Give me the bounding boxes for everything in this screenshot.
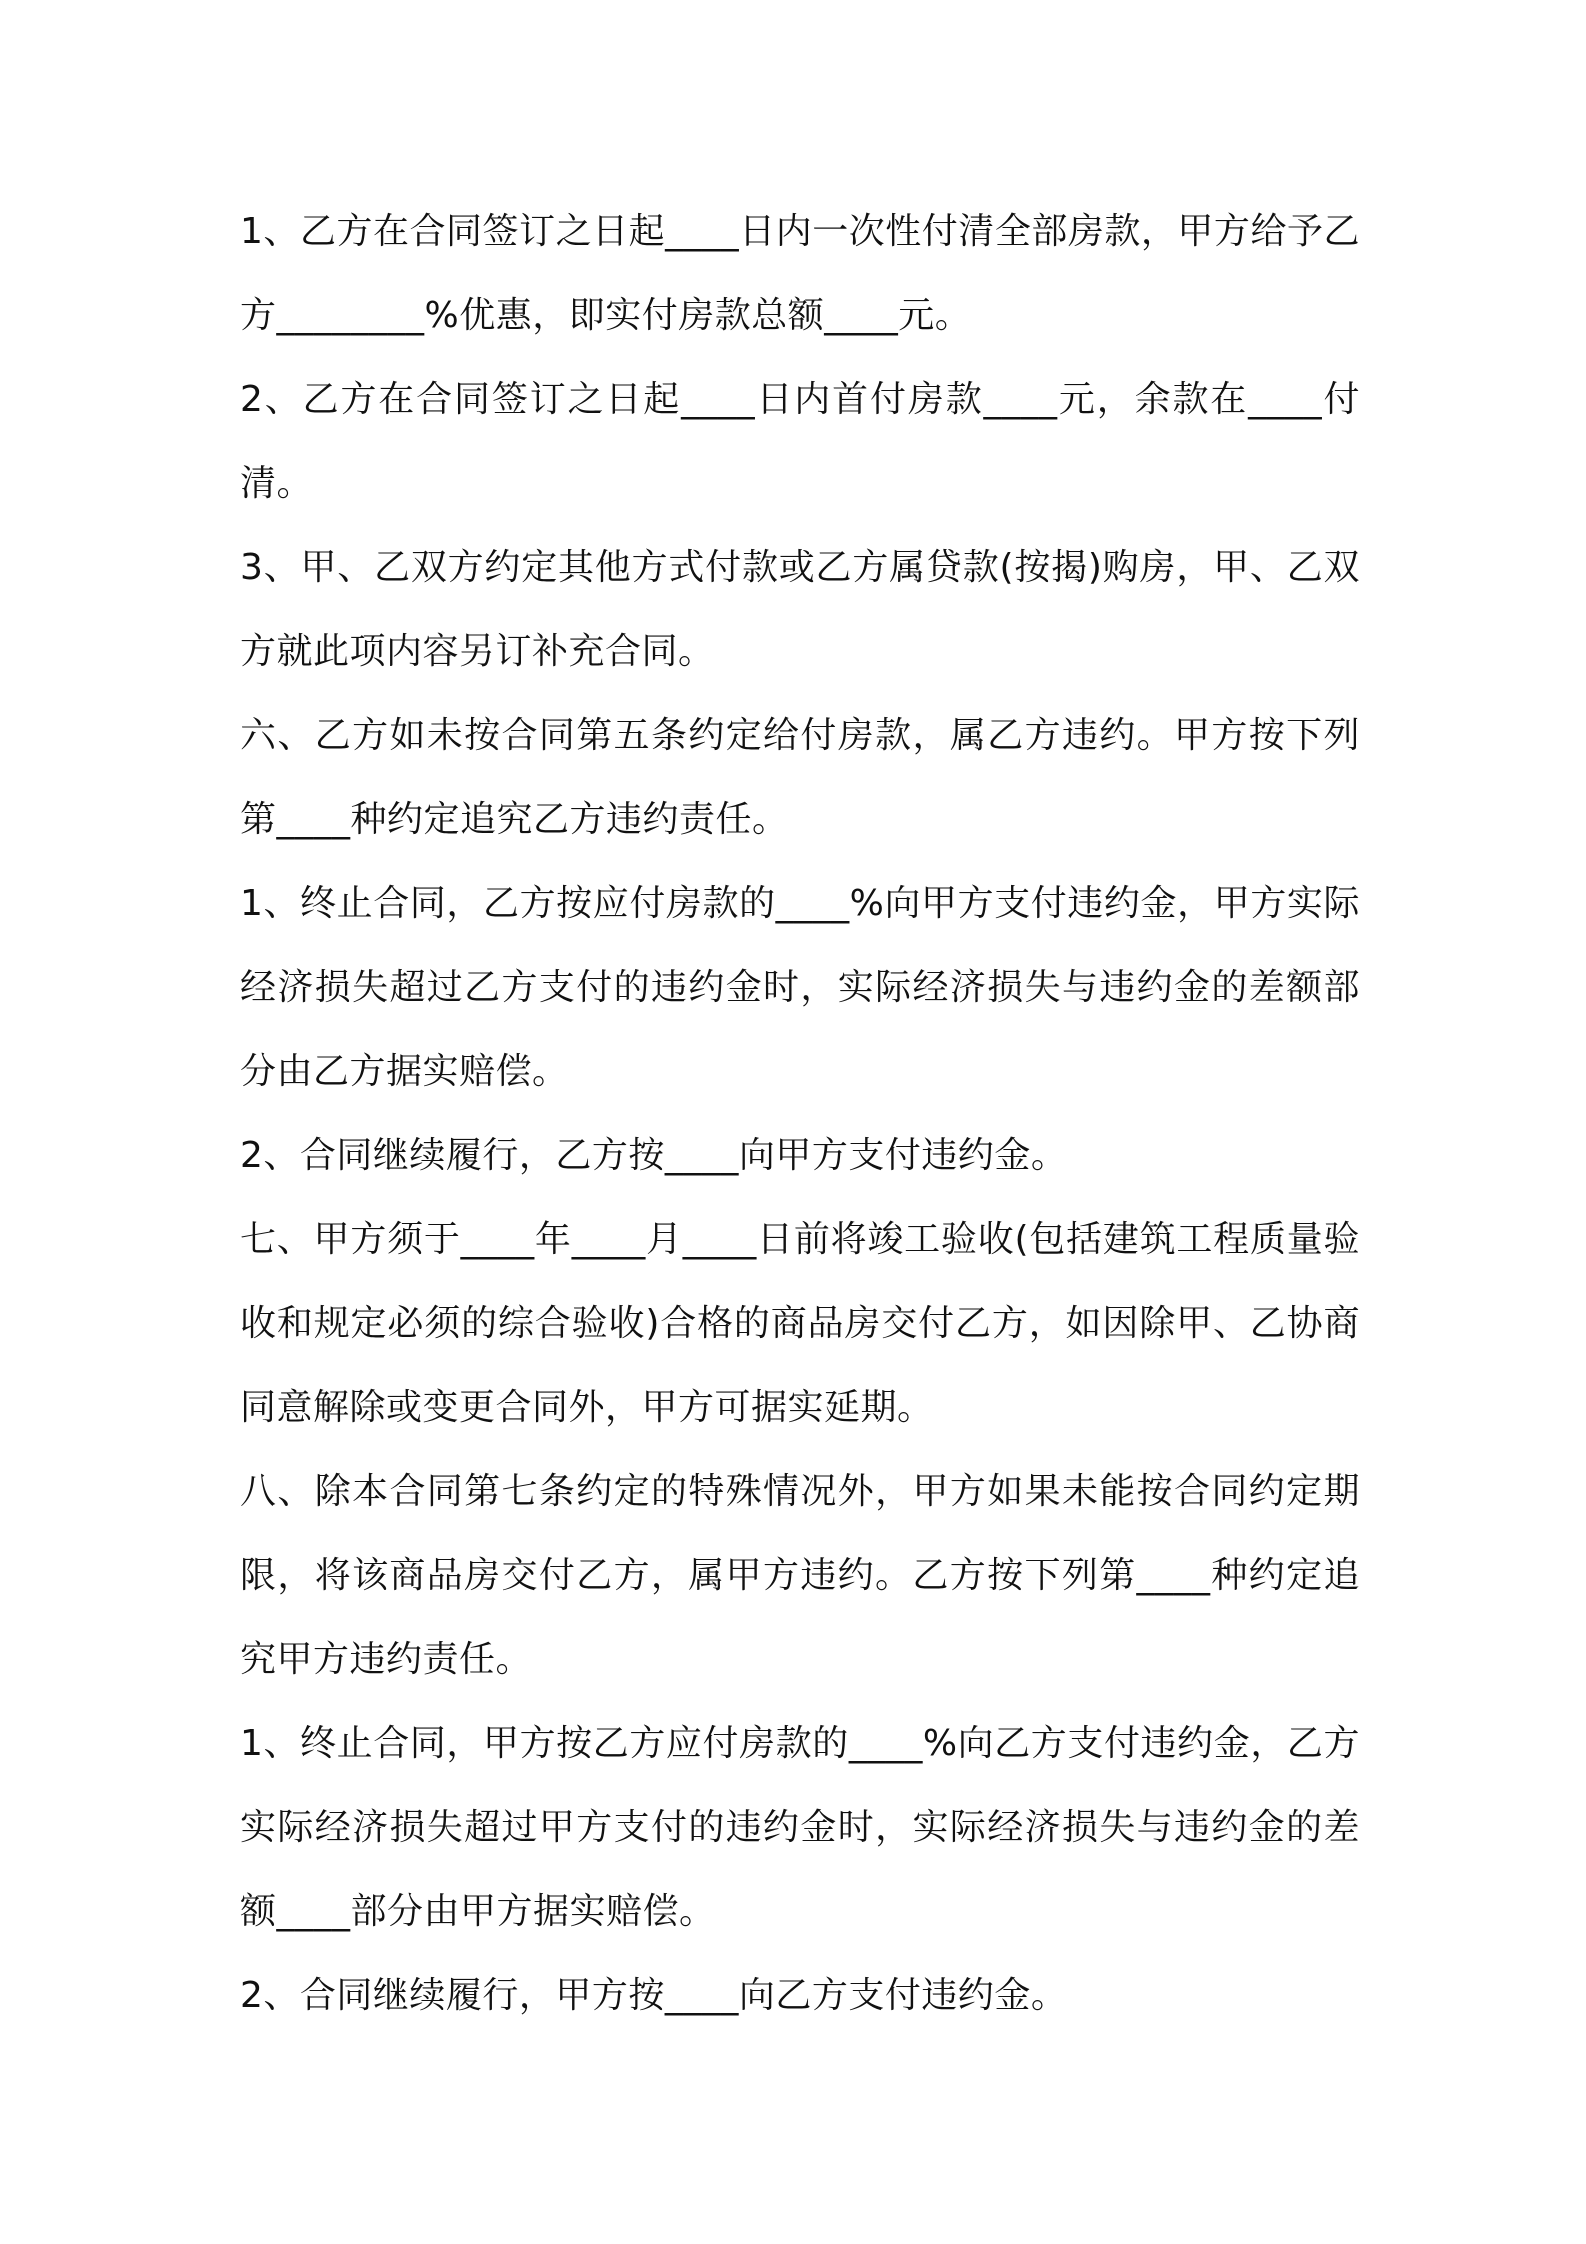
clause-6-2: 2、合同继续履行，乙方按____向甲方支付违约金。: [240, 1135, 1068, 1176]
clause-7: 七、甲方须于____年____月____日前将竣工验收(包括建筑工程质量验收和规定必须的综合验收)合格的商品房交付乙方，如因除甲、乙协商同意解除或变更合同外，甲方可据实延期。: [240, 1219, 1360, 1428]
clause-6: 六、乙方如未按合同第五条约定给付房款，属乙方违约。甲方按下列第____种约定追究乙方违约责任。: [240, 715, 1360, 840]
clause-8: 八、除本合同第七条约定的特殊情况外，甲方如果未能按合同约定期限，将该商品房交付乙方，属甲方违约。乙方按下列第____种约定追究甲方违约责任。: [240, 1471, 1360, 1680]
clause-8-1: 1、终止合同，甲方按乙方应付房款的____%向乙方支付违约金，乙方实际经济损失超过甲方支付的违约金时，实际经济损失与违约金的差额____部分由甲方据实赔偿。: [240, 1723, 1360, 1932]
clause-8-2: 2、合同继续履行，甲方按____向乙方支付违约金。: [240, 1975, 1068, 2016]
document-body: [240, 190, 1360, 2038]
clause-5-3: 3、甲、乙双方约定其他方式付款或乙方属贷款(按揭)购房，甲、乙双方就此项内容另订补充合同。: [240, 547, 1360, 672]
clause-5-1: 1、乙方在合同签订之日起____日内一次性付清全部房款，甲方给予乙方________%优惠，即实付房款总额____元。: [240, 211, 1360, 336]
clause-5-2: 2、乙方在合同签订之日起____日内首付房款____元，余款在____付清。: [240, 379, 1360, 504]
clause-6-1: 1、终止合同，乙方按应付房款的____%向甲方支付违约金，甲方实际经济损失超过乙方支付的违约金时，实际经济损失与违约金的差额部分由乙方据实赔偿。: [240, 883, 1360, 1092]
